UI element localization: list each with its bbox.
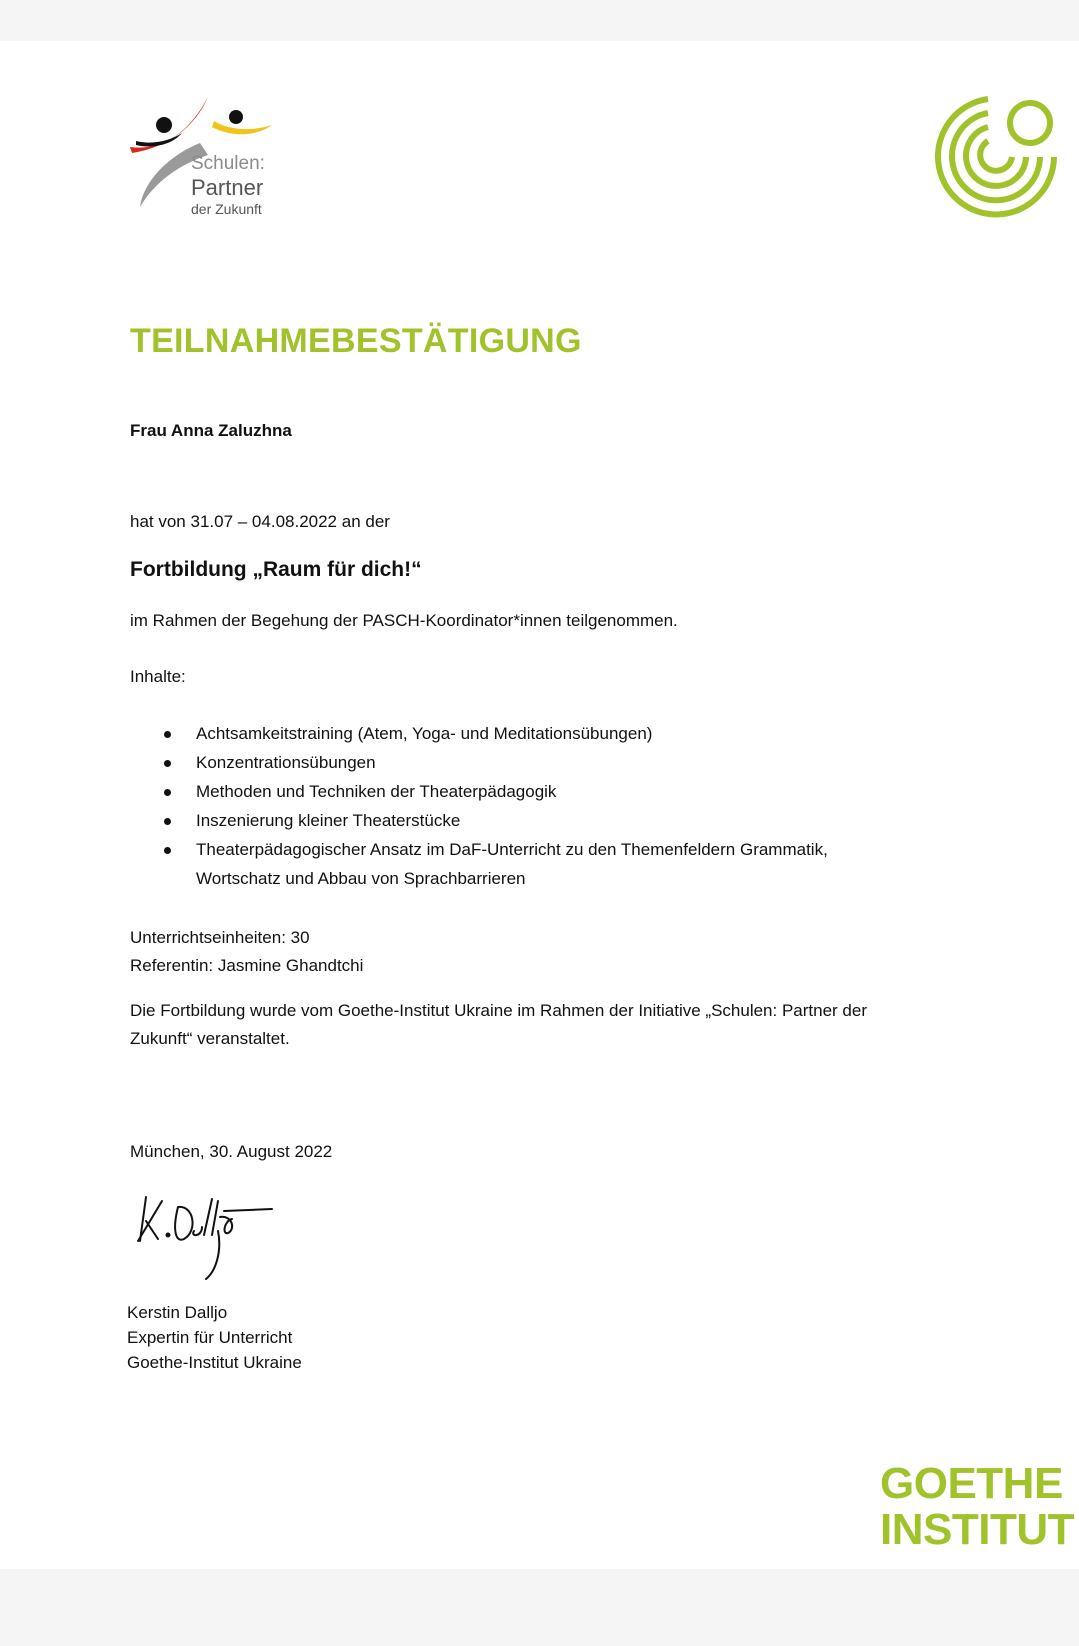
logo-line-schulen: Schulen:	[191, 153, 265, 174]
goethe-institut-wordmark: GOETHE INSTITUT	[880, 1459, 1074, 1554]
place-date: München, 30. August 2022	[130, 1142, 333, 1161]
contents-list	[160, 719, 828, 893]
pasch-logo	[130, 95, 290, 223]
list-item: Achtsamkeitstraining (Atem, Yoga- und Meditationsübungen)	[160, 719, 828, 748]
list-item: Methoden und Techniken der Theaterpädagogik	[160, 777, 828, 806]
units-block	[130, 924, 363, 980]
list-item: Konzentrationsübungen	[160, 748, 828, 777]
certificate-title: TEILNAHMEBESTÄTIGUNG	[130, 322, 582, 360]
units-line: Unterrichtseinheiten: 30	[130, 928, 310, 947]
goethe-circle-logo-icon	[926, 87, 1066, 227]
handwritten-signature	[132, 1191, 292, 1281]
speaker-line: Referentin: Jasmine Ghandtchi	[130, 956, 364, 975]
list-item: Theaterpädagogischer Ansatz im DaF-Unterricht zu den Themenfeldern Grammatik, Wortschatz und Abbau von Sprachbarrieren	[160, 835, 828, 893]
signer-org: Goethe-Institut Ukraine	[127, 1353, 302, 1372]
note-line-1: Die Fortbildung wurde vom Goethe-Institut Ukraine im Rahmen der Initiative „Schulen: Partner der	[130, 1001, 868, 1020]
signer-name: Kerstin Dalljo	[127, 1303, 228, 1322]
logo-line-partner: Partner	[191, 175, 264, 200]
contents-label: Inhalte:	[130, 667, 186, 686]
dates-line: hat von 31.07 – 04.08.2022 an der	[130, 512, 390, 531]
logo-line-zukunft: der Zukunft	[191, 201, 262, 217]
certificate-page	[0, 41, 1079, 1569]
organizer-note	[130, 997, 950, 1053]
signer-role: Expertin für Unterricht	[127, 1328, 293, 1347]
signer-block	[127, 1300, 302, 1375]
recipient-name: Frau Anna Zaluzhna	[130, 421, 292, 440]
frame-line: im Rahmen der Begehung der PASCH-Koordinator*innen teilgenommen.	[130, 611, 678, 630]
note-line-2: Zukunft“ veranstaltet.	[130, 1029, 290, 1048]
list-item: Inszenierung kleiner Theaterstücke	[160, 806, 828, 835]
course-title: Fortbildung „Raum für dich!“	[130, 558, 422, 581]
